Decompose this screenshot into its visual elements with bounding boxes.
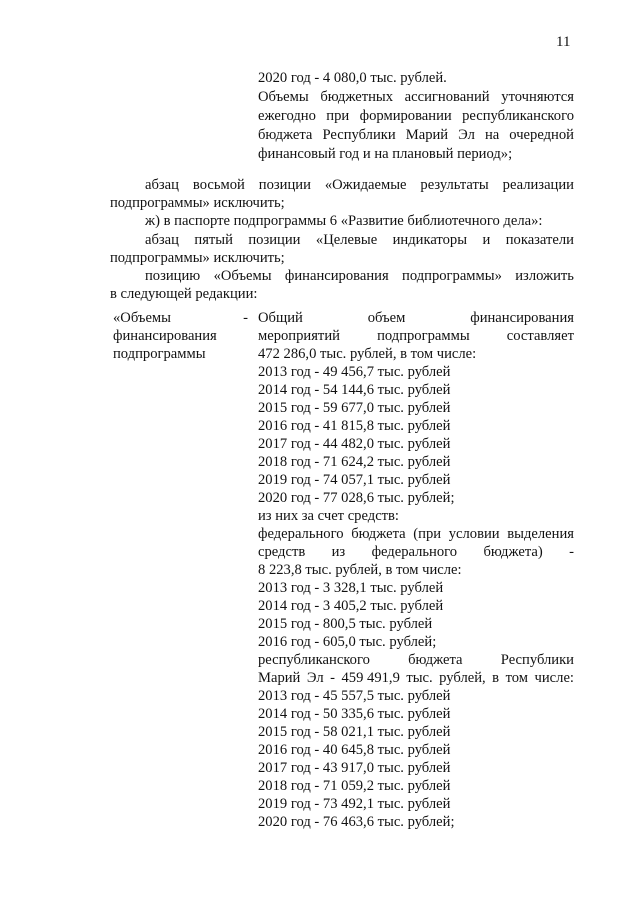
text-line: 2020 год - 4 080,0 тыс. рублей.: [258, 70, 447, 86]
word: условии: [448, 526, 500, 542]
text-line: 2014 год - 3 405,2 тыс. рублей: [258, 598, 444, 614]
word: реализации: [502, 177, 574, 193]
word: «Объемы: [113, 310, 171, 326]
word: -: [569, 544, 574, 560]
word: подпрограммы: [377, 328, 470, 344]
word: Марий: [405, 127, 449, 143]
word: составляет: [506, 328, 574, 344]
word: индикаторы: [392, 231, 468, 248]
text-line: [258, 651, 574, 669]
text-line: [258, 126, 574, 145]
word: федерального: [371, 544, 458, 560]
text-line: 472 286,0 тыс. рублей, в том числе:: [258, 346, 477, 362]
word: объем: [367, 310, 406, 326]
word: на: [484, 127, 500, 143]
text-line: в следующей редакции:: [110, 286, 258, 303]
word: позиции: [258, 177, 311, 193]
word: том: [505, 670, 529, 686]
word: рублей,: [439, 670, 486, 686]
text-line: 2015 год - 59 677,0 тыс. рублей: [258, 400, 451, 416]
word: из: [331, 544, 346, 560]
word: ежегодно: [258, 108, 316, 124]
word: ассигнований: [404, 89, 490, 105]
word: пятый: [194, 231, 233, 248]
text-line: 2017 год - 43 917,0 тыс. рублей: [258, 760, 451, 776]
budget-note-block: [258, 69, 574, 164]
word: восьмой: [192, 177, 245, 193]
word: -: [330, 670, 335, 686]
word: уточняются: [501, 89, 574, 105]
word: выделения: [507, 526, 574, 542]
text-line: финансирования: [113, 328, 217, 344]
word: абзац: [145, 177, 179, 193]
word: Эл: [458, 127, 475, 143]
word: показатели: [505, 231, 574, 248]
text-line: 2018 год - 71 624,2 тыс. рублей: [258, 454, 451, 470]
text-line: 2015 год - 800,5 тыс. рублей: [258, 616, 433, 632]
word: «Ожидаемые: [324, 177, 407, 193]
page-number: 11: [556, 34, 571, 50]
text-line: [258, 669, 574, 687]
word: 459 491,9: [341, 670, 400, 686]
position-label-column: [113, 309, 248, 363]
text-line: [110, 231, 574, 249]
word: очередной: [509, 127, 574, 143]
word: и: [482, 231, 491, 248]
word: бюджета: [408, 652, 463, 668]
word: Эл: [306, 670, 324, 686]
text-line: 2017 год - 44 482,0 тыс. рублей: [258, 436, 451, 452]
text-line: 2018 год - 71 059,2 тыс. рублей: [258, 778, 451, 794]
word: финансирования: [470, 310, 574, 326]
word: Общий: [258, 310, 303, 326]
text-line: 2013 год - 49 456,7 тыс. рублей: [258, 364, 451, 380]
word: федерального: [258, 526, 344, 542]
word: Объемы: [258, 89, 309, 105]
word: «Объемы: [213, 267, 272, 284]
text-line: ж) в паспорте подпрограммы 6 «Развитие библиотечного дела»:: [145, 213, 543, 230]
word: «Целевые: [315, 231, 378, 248]
word: изложить: [515, 267, 574, 284]
text-line: подпрограммы» исключить;: [110, 249, 285, 266]
word: средств: [258, 544, 306, 560]
text-line: 2013 год - 3 328,1 тыс. рублей: [258, 580, 444, 596]
text-line: [258, 543, 574, 561]
text-line: [258, 107, 574, 126]
text-line: 2013 год - 45 557,5 тыс. рублей: [258, 688, 451, 704]
word: результаты: [420, 177, 489, 193]
text-line: подпрограммы» исключить;: [110, 195, 285, 212]
text-line: 2019 год - 74 057,1 тыс. рублей: [258, 472, 451, 488]
text-line: [110, 176, 574, 194]
text-line: 2016 год - 41 815,8 тыс. рублей: [258, 418, 451, 434]
word: бюджетных: [320, 89, 393, 105]
word: формировании: [359, 108, 452, 124]
word: финансирования: [284, 267, 389, 284]
text-line: [110, 267, 574, 285]
text-line: [113, 309, 248, 327]
text-line: подпрограммы: [113, 346, 206, 362]
word: при: [326, 108, 350, 124]
text-line: 2020 год - 77 028,6 тыс. рублей;: [258, 490, 455, 506]
word: тыс.: [406, 670, 433, 686]
word: бюджета: [351, 526, 406, 542]
word: республиканского: [258, 652, 370, 668]
word: в: [492, 670, 500, 686]
text-line: 2020 год - 76 463,6 тыс. рублей;: [258, 814, 455, 830]
word: -: [243, 310, 248, 326]
word: бюджета): [483, 544, 543, 560]
text-line: из них за счет средств:: [258, 508, 399, 524]
word: позицию: [145, 267, 201, 284]
text-line: 8 223,8 тыс. рублей, в том числе:: [258, 562, 462, 578]
word: (при: [413, 526, 442, 542]
word: позиции: [248, 231, 301, 248]
text-line: 2016 год - 40 645,8 тыс. рублей: [258, 742, 451, 758]
word: подпрограммы»: [402, 267, 502, 284]
word: Марий: [258, 670, 301, 686]
word: числе:: [534, 670, 574, 686]
text-line: 2019 год - 73 492,1 тыс. рублей: [258, 796, 451, 812]
text-line: [258, 525, 574, 543]
text-line: [258, 88, 574, 107]
amendment-paragraphs: [110, 176, 574, 303]
word: Республики: [500, 652, 574, 668]
text-line: [258, 327, 574, 345]
word: абзац: [145, 231, 179, 248]
text-line: 2014 год - 50 335,6 тыс. рублей: [258, 706, 451, 722]
word: Республики: [322, 127, 396, 143]
text-line: 2016 год - 605,0 тыс. рублей;: [258, 634, 437, 650]
text-line: финансовый год и на плановый период»;: [258, 146, 513, 162]
word: мероприятий: [258, 328, 340, 344]
word: республиканского: [462, 108, 574, 124]
text-line: 2014 год - 54 144,6 тыс. рублей: [258, 382, 451, 398]
text-line: 2015 год - 58 021,1 тыс. рублей: [258, 724, 451, 740]
text-line: [258, 309, 574, 327]
financing-details-column: [258, 309, 574, 831]
word: бюджета: [258, 127, 313, 143]
